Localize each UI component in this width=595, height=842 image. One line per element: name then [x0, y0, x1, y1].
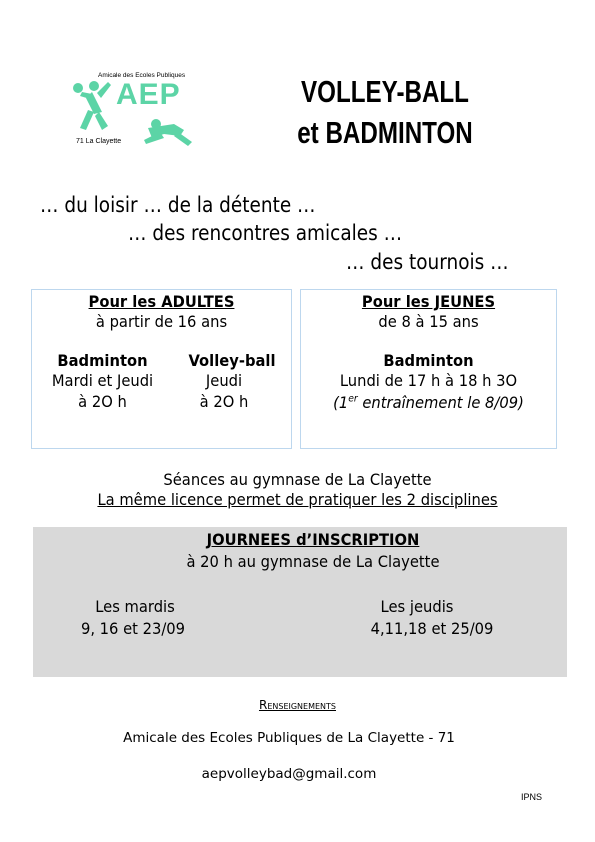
youth-heading: Pour les JEUNES	[361, 292, 496, 311]
tagline-1: … du loisir … de la détente …	[40, 193, 316, 217]
ipns-mark: IPNS	[521, 792, 543, 802]
page-title-line2: et BADMINTON	[297, 115, 473, 150]
adults-badminton-days: Mardi et Jeudi	[51, 371, 154, 390]
registration-thursdays-dates: 4,11,18 et 25/09	[370, 619, 494, 638]
logo-letters: AEP	[116, 78, 181, 111]
youth-first-training-note: (1er entraînement le 8/09)	[333, 393, 524, 412]
registration-tuesdays-dates: 9, 16 et 23/09	[80, 619, 186, 638]
youth-badminton-schedule: Lundi de 17 h à 18 h 3O	[339, 371, 518, 390]
info-heading: Renseignements	[258, 698, 336, 712]
info-organisation: Amicale des Ecoles Publiques de La Clayette - 71	[123, 730, 455, 746]
youth-age: de 8 à 15 ans	[378, 312, 479, 331]
youth-badminton-label: Badminton	[383, 351, 474, 370]
adults-volley-days: Jeudi	[205, 371, 243, 390]
adults-badminton-time: à 2O h	[78, 392, 127, 411]
info-heading-wrap	[0, 694, 595, 713]
adults-volley-time: à 2O h	[199, 392, 249, 411]
tagline-2: … des rencontres amicales …	[128, 221, 403, 245]
adults-age: à partir de 16 ans	[95, 312, 228, 331]
adults-volley-label: Volley-ball	[188, 351, 276, 370]
sessions-licence: La même licence permet de pratiquer les 2 disciplines	[97, 490, 498, 509]
adults-badminton-label: Badminton	[57, 351, 148, 370]
contact-email[interactable]: aepvolleybad@gmail.com	[201, 766, 377, 782]
sessions-venue: Séances au gymnase de La Clayette	[163, 470, 432, 489]
registration-tuesdays-label: Les mardis	[95, 597, 175, 616]
registration-thursdays-label: Les jeudis	[380, 597, 454, 616]
volleyball-dive-icon	[144, 119, 192, 146]
registration-subheading: à 20 h au gymnase de La Clayette	[186, 552, 440, 571]
registration-heading: JOURNEES d’INSCRIPTION	[206, 530, 420, 549]
page-title-line1: VOLLEY-BALL	[301, 74, 469, 109]
logo-bottom-text: 71 La Clayette	[76, 138, 122, 145]
volleyball-player-icon	[73, 81, 111, 130]
logo-top-text: Amicale des Ecoles Publiques	[98, 72, 186, 79]
adults-heading: Pour les ADULTES	[88, 292, 235, 311]
tagline-3: … des tournois …	[346, 250, 509, 274]
